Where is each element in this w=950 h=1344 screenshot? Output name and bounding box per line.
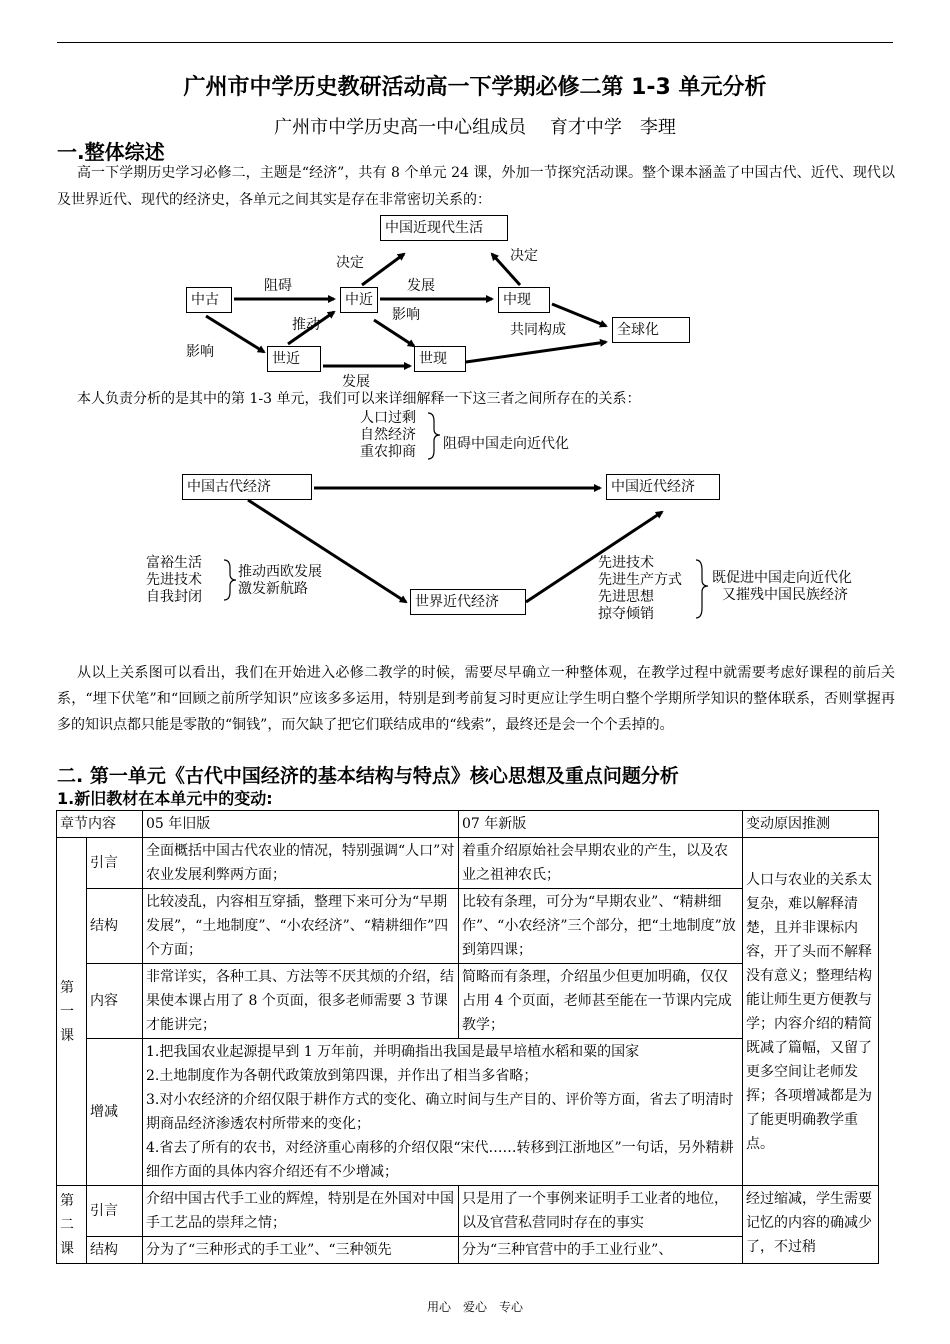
label-yingxiang-1: 影响 bbox=[186, 344, 214, 360]
page-title: 广州市中学历史教研活动高一下学期必修二第 1-3 单元分析 bbox=[183, 75, 767, 100]
new-cell bbox=[459, 1237, 743, 1264]
label-jueding-2: 决定 bbox=[510, 248, 538, 264]
box-world-economy: 世界近代经济 bbox=[410, 589, 526, 615]
label-gongtong: 共同构成 bbox=[510, 322, 566, 338]
new-cell-text: 分为“三种官营中的手工业行业”、 bbox=[462, 1242, 673, 1258]
comparison-table bbox=[56, 810, 879, 1264]
header-cell: 07 年新版 bbox=[459, 811, 743, 838]
old-cell: 全面概括中国古代农业的情况，特别强调“人口”对农业发展利弊两方面； bbox=[143, 838, 459, 889]
box-zhonggu: 中古 bbox=[186, 287, 232, 313]
box-modern-china-economy: 中国近代经济 bbox=[606, 474, 720, 500]
header-cell: 章节内容 bbox=[57, 811, 143, 838]
right-item-1: 先进技术 bbox=[598, 555, 654, 571]
lesson2-reason: 经过缩减，学生需要记忆的内容的确减少了，不过稍 bbox=[743, 1186, 879, 1264]
table-row bbox=[57, 1186, 879, 1237]
box-shixian: 世现 bbox=[414, 346, 466, 372]
box-globalization: 全球化 bbox=[612, 317, 690, 343]
box-zhongjin: 中近 bbox=[340, 287, 378, 313]
new-cell: 比较有条理，可分为“早期农业”、“精耕细作”、“小农经济”三个部分，把“土地制度”放到第四课； bbox=[459, 889, 743, 964]
section1-para3: 从以上关系图可以看出，我们在开始进入必修二教学的时候，需要尽早确立一种整体观，在教学过程中就需要考虑好课程的前后关系，“埋下伏笔”和“回顾之前所学知识”应该多多运用，特别是到考前复习时更应让学生明白整个学期所学知识的整体联系，否则掌握再多的知识点都只能是零散的“铜钱”，而欠缺了把它们联结成串的“线索”，最终还是会一个个丢掉的。 bbox=[57, 665, 895, 733]
page-footer: 用心 爱心 专心 bbox=[426, 1300, 523, 1314]
row-label: 内容 bbox=[87, 964, 143, 1039]
right-item-2: 先进生产方式 bbox=[598, 572, 682, 588]
top-item-2: 自然经济 bbox=[360, 427, 416, 443]
row-label: 结构 bbox=[87, 1237, 143, 1264]
top-item-1: 人口过剩 bbox=[360, 410, 416, 426]
old-cell: 介绍中国古代手工业的辉煌，特别是在外国对中国手工艺品的崇拜之情； bbox=[143, 1186, 459, 1237]
left-result-1: 推动西欧发展 bbox=[238, 564, 322, 580]
old-cell: 非常详实，各种工具、方法等不厌其烦的介绍，结果使本课占用了 8 个页面，很多老师需要 3 节课才能讲完； bbox=[143, 964, 459, 1039]
right-result-1: 既促进中国走向近代化 bbox=[712, 570, 852, 586]
zengjian-item: 3.对小农经济的介绍仅限于耕作方式的变化、确立时间与生产目的、评价等方面，省去了明清时期商品经济渗透农村所带来的变化； bbox=[146, 1092, 734, 1132]
header-rule bbox=[57, 42, 893, 43]
left-item-3: 自我封闭 bbox=[146, 589, 202, 605]
header-cell: 变动原因推测 bbox=[743, 811, 879, 838]
right-item-4: 掠夺倾销 bbox=[598, 606, 654, 622]
box-zhongxian: 中现 bbox=[498, 287, 550, 313]
box-ancient-economy: 中国古代经济 bbox=[182, 474, 312, 500]
old-cell-text: 分为了“三种形式的手工业”、“三种领先 bbox=[146, 1242, 392, 1258]
new-cell: 只是用了一个事例来证明手工业者的地位，以及官营私营同时存在的事实 bbox=[459, 1186, 743, 1237]
lesson1-name: 第一课 bbox=[57, 838, 87, 1186]
top-result: 阻碍中国走向近代化 bbox=[443, 436, 569, 452]
lesson1-reason: 人口与农业的关系太复杂，难以解释清楚，且并非课标内容，开了头而不解释没有意义；整理结构能让师生更方便教与学；内容介绍的精简既减了篇幅，又留了更多空间让老师发挥；各项增减都是为了能更明确教学重点。 bbox=[743, 838, 879, 1186]
left-item-2: 先进技术 bbox=[146, 572, 202, 588]
zengjian-cell bbox=[143, 1039, 743, 1186]
box-modern-life: 中国近现代生活 bbox=[380, 215, 508, 241]
section2-subheading: 1.新旧教材在本单元中的变动: bbox=[57, 789, 273, 808]
table-header-row bbox=[57, 811, 879, 838]
label-yingxiang-2: 影响 bbox=[392, 307, 420, 323]
right-result-2: 又摧残中国民族经济 bbox=[722, 587, 848, 603]
section1-para2: 本人负责分析的是其中的第 1-3 单元，我们可以来详细解释一下这三者之间所存在的关系： bbox=[77, 391, 641, 407]
zengjian-item: 4.省去了所有的农书，对经济重心南移的介绍仅限“宋代……转移到江浙地区”一句话，另外精耕细作方面的具体内容介绍还有不少增减； bbox=[146, 1140, 734, 1180]
label-fazhan-2: 发展 bbox=[342, 374, 370, 390]
row-label: 引言 bbox=[87, 1186, 143, 1237]
top-item-3: 重农抑商 bbox=[360, 444, 416, 460]
label-jueding-1: 决定 bbox=[336, 255, 364, 271]
box-shijin: 世近 bbox=[267, 346, 321, 372]
right-item-3: 先进思想 bbox=[598, 589, 654, 605]
label-tuidong: 推动 bbox=[292, 317, 320, 333]
lesson2-name: 第二课 bbox=[57, 1186, 87, 1264]
zengjian-item: 1.把我国农业起源提早到 1 万年前，并明确指出我国是最早培植水稻和粟的国家 bbox=[146, 1044, 640, 1060]
new-cell: 着重介绍原始社会早期农业的产生，以及农业之祖神农氏； bbox=[459, 838, 743, 889]
row-label: 引言 bbox=[87, 838, 143, 889]
left-result-2: 激发新航路 bbox=[238, 581, 308, 597]
header-cell: 05 年旧版 bbox=[143, 811, 459, 838]
zengjian-item: 2.土地制度作为各朝代政策放到第四课，并作出了相当多省略； bbox=[146, 1068, 538, 1084]
new-cell: 简略而有条理，介绍虽少但更加明确，仅仅占用 4 个页面，老师甚至能在一节课内完成教学； bbox=[459, 964, 743, 1039]
old-cell: 比较凌乱，内容相互穿插，整理下来可分为“早期发展”，“土地制度”、“小农经济”、“精耕细作”四个方面； bbox=[143, 889, 459, 964]
label-zuai: 阻碍 bbox=[264, 278, 292, 294]
section2-heading: 二. 第一单元《古代中国经济的基本结构与特点》核心思想及重点问题分析 bbox=[57, 765, 679, 787]
section1-para1: 高一下学期历史学习必修二，主题是“经济”，共有 8 个单元 24 课，外加一节探究活动课。整个课本涵盖了中国古代、近代、现代以及世界近代、现代的经济史，各单元之间其实是存在非常密切关系的： bbox=[57, 165, 895, 208]
left-item-1: 富裕生活 bbox=[146, 555, 202, 571]
old-cell bbox=[143, 1237, 459, 1264]
page-subtitle: 广州市中学历史高一中心组成员 育才中学 李理 bbox=[274, 117, 676, 138]
row-label: 增减 bbox=[87, 1039, 143, 1186]
table-row bbox=[57, 838, 879, 889]
section1-heading: 一.整体综述 bbox=[57, 140, 165, 164]
label-fazhan-1: 发展 bbox=[407, 278, 435, 294]
row-label: 结构 bbox=[87, 889, 143, 964]
